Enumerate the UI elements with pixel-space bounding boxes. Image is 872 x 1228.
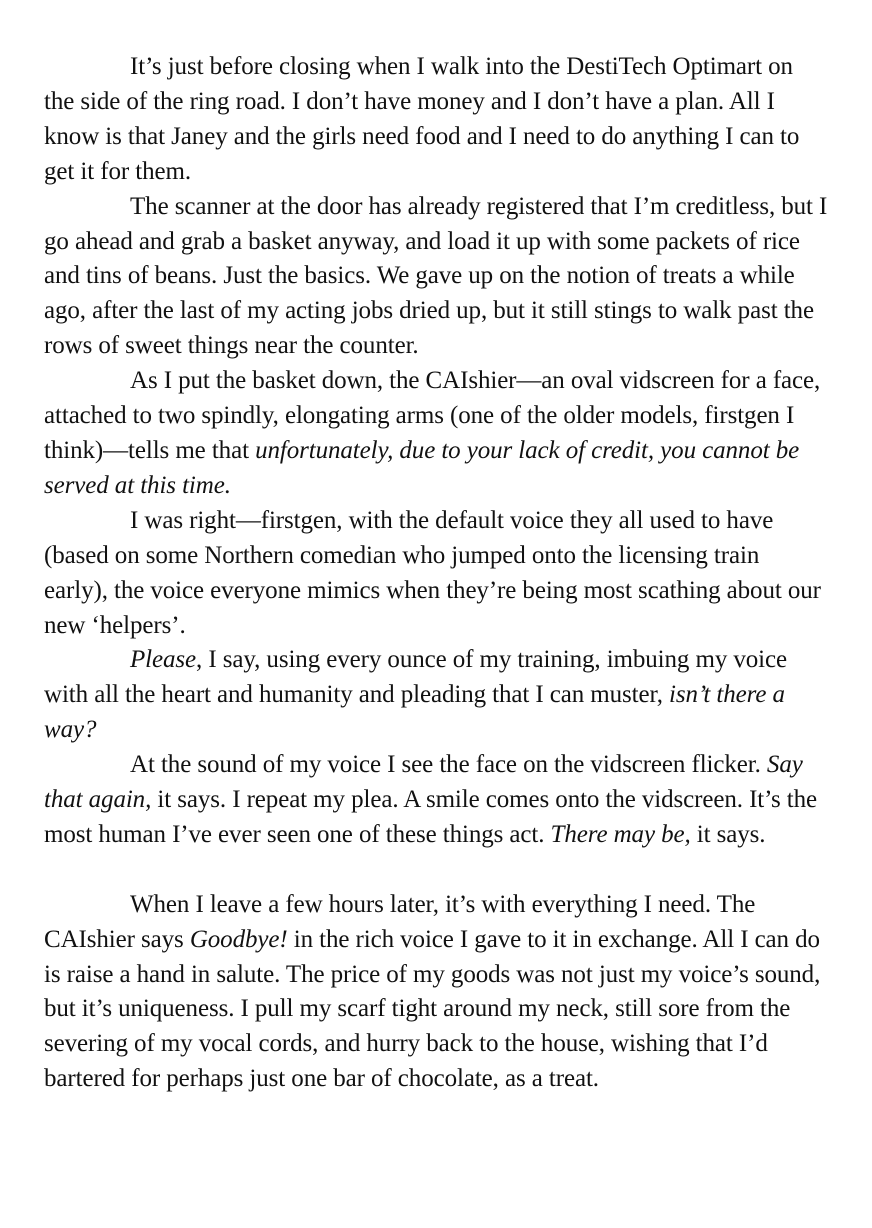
- text-run: At the sound of my voice I see the face on the vidscreen flicker.: [130, 751, 767, 779]
- italic-text: unfortunately, due to your lack of credit, you cannot be served at this time.: [44, 436, 800, 499]
- story-paragraph: [44, 643, 828, 748]
- text-run: it says.: [690, 820, 766, 848]
- story-paragraph: [44, 190, 828, 365]
- story-body: [44, 50, 828, 1097]
- italic-text: Say that again,: [44, 751, 803, 814]
- text-run: As I put the basket down, the CAIshier—an oval vidscreen for a face, attached to two spindly, elongating arms (one of the older models, firstgen I think)—tells me that: [44, 367, 821, 464]
- story-paragraph: [44, 748, 828, 853]
- story-paragraph: [44, 50, 828, 190]
- text-run: in the rich voice I gave to it in exchange. All I can do is raise a hand in salute. The price of my goods was not just my voice’s sound, but it’s uniqueness. I pull my scarf tight around my neck, still sore from the severing of my vocal cords, and hurry back to the house, wishing that I’d bartered for perhaps just one bar of chocolate, as a treat.: [44, 925, 821, 1093]
- text-run: , I say, using every ounce of my training, imbuing my voice with all the heart and humanity and pleading that I can muster,: [44, 646, 788, 709]
- text-run: It’s just before closing when I walk into the DestiTech Optimart on the side of the ring road. I don’t have money and I don’t have a plan. All I know is that Janey and the girls need food and I need to do anything I can to get it for them.: [44, 53, 800, 185]
- italic-text: Goodbye!: [189, 925, 288, 953]
- story-paragraph: [44, 504, 828, 644]
- story-paragraph: [44, 364, 828, 504]
- italic-text: isn’t there a way?: [44, 681, 785, 744]
- text-run: The scanner at the door has already registered that I’m creditless, but I go ahead and grab a basket anyway, and load it up with some packets of rice and tins of beans. Just the basics. We gave up on the notion of treats a while ago, after the last of my acting jobs dried up, but it still stings to walk past the rows of sweet things near the counter.: [44, 192, 828, 360]
- section-break: [44, 853, 828, 888]
- text-run: I was right—firstgen, with the default voice they all used to have (based on some Northern comedian who jumped onto the licensing train early), the voice everyone mimics when they’re being most scathing about our new ‘helpers’.: [44, 506, 821, 639]
- text-run: it says. I repeat my plea. A smile comes onto the vidscreen. It’s the most human I’ve ever seen one of these things act.: [44, 786, 818, 848]
- italic-text: There may be,: [550, 820, 691, 848]
- text-run: When I leave a few hours later, it’s with everything I need. The CAIshier says: [44, 890, 756, 953]
- italic-text: Please: [130, 646, 197, 674]
- story-paragraph: [44, 888, 828, 1097]
